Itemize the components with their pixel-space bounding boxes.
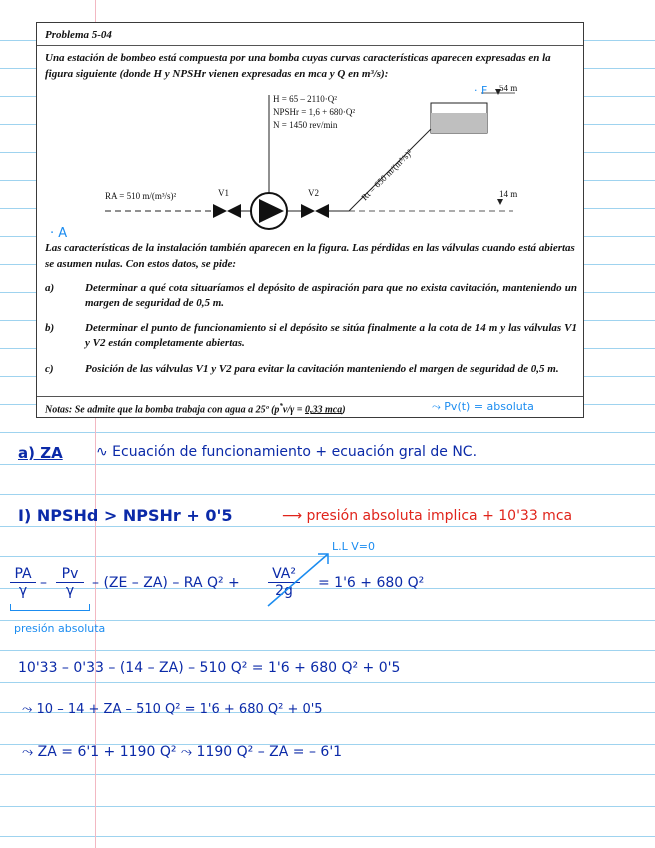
tank-water bbox=[431, 113, 487, 133]
ll-note: L.L V=0 bbox=[332, 540, 375, 553]
equation-line-4: ⤳ ZA = 6'1 + 1190 Q² ⤳ 1190 Q² – ZA = – 6'1 bbox=[22, 744, 343, 760]
bracket-absolute bbox=[10, 604, 90, 611]
pumping-diagram bbox=[37, 85, 583, 235]
valve-v2 bbox=[301, 204, 315, 218]
title-divider bbox=[37, 45, 583, 46]
velocity-numerator: VA² bbox=[272, 566, 296, 582]
notes-text: Se admite que la bomba trabaja con agua a 25º (p bbox=[74, 404, 280, 416]
pa-numerator: PA bbox=[14, 566, 32, 582]
problem-intro: Una estación de bombeo está compuesta por una bomba cuyas curvas características aparecen expresadas en la figura siguiente (donde H y NPSHr vienen expresadas en mca y Q en m³/s): bbox=[45, 52, 551, 80]
eq-npsh: NPSHr = 1,6 + 680·Q² bbox=[273, 107, 356, 117]
pv-numerator: Pv bbox=[61, 566, 79, 582]
mark-f: · F bbox=[474, 84, 488, 97]
valve-v1 bbox=[213, 204, 227, 218]
part-a-description: ∿ Ecuación de funcionamiento + ecuación gral de NC. bbox=[96, 444, 478, 460]
notes-value: 0,33 mca bbox=[304, 404, 343, 416]
minus-sign: – bbox=[40, 575, 47, 591]
item-c-text: Posición de las válvulas V1 y V2 para evitar la cavitación manteniendo el margen de seguridad de 0,5 m. bbox=[85, 363, 559, 375]
mark-a: · A bbox=[50, 226, 68, 241]
tank-level-label: 54 m bbox=[499, 85, 518, 93]
absolute-pressure-note: ⟶ presión absoluta implica + 10'33 mca bbox=[282, 508, 573, 524]
step-1-condition: I) NPSHd > NPSHr + 0'5 bbox=[18, 506, 233, 525]
eq-middle: – (ZE – ZA) – RA Q² + bbox=[92, 575, 240, 591]
item-a-letter: a) bbox=[45, 282, 55, 294]
eq-rhs: = 1'6 + 680 Q² bbox=[318, 575, 425, 591]
notes-label: Notas: bbox=[45, 404, 73, 416]
v2-label: V2 bbox=[308, 188, 319, 198]
absolute-pressure-label: presión absoluta bbox=[14, 622, 106, 635]
ra-label: RA = 510 m/(m³/s)² bbox=[105, 191, 177, 201]
eq-n: N = 1450 rev/min bbox=[273, 120, 338, 130]
equation-line-3: ⤳ 10 – 14 + ZA – 510 Q² = 1'6 + 680 Q² + 0'5 bbox=[22, 702, 323, 717]
v1-label: V1 bbox=[218, 188, 229, 198]
item-b-text: Determinar el punto de funcionamiento si el depósito se sitúa finalmente a la cota de 14 m y las válvulas V1 y V2 están completamente abiertas. bbox=[85, 322, 577, 349]
problem-title: Problema 5-04 bbox=[45, 29, 112, 41]
fraction-pa bbox=[10, 566, 36, 599]
pv-denominator: γ bbox=[56, 582, 84, 599]
velocity-denominator: 2g bbox=[268, 582, 300, 599]
part-a-heading: a) ZA bbox=[18, 444, 63, 462]
fraction-pv bbox=[56, 566, 84, 599]
item-b-letter: b) bbox=[45, 322, 55, 334]
level-14-label: 14 m bbox=[499, 189, 518, 199]
pa-denominator: γ bbox=[10, 582, 36, 599]
paragraph-conditions: Las características de la instalación también aparecen en la figura. Las pérdidas en las válvulas cuando está abiertas se asumen nulas. Con estos datos, se pide: bbox=[45, 242, 575, 270]
eq-h: H = 65 – 2110·Q² bbox=[273, 94, 337, 104]
notes: Notas: Se admite que la bomba trabaja con agua a 25º (p*v/γ = 0,33 mca) bbox=[45, 402, 346, 416]
notes-text2: v/γ = bbox=[282, 404, 305, 416]
pv-note: ⤳ Pv(t) = absoluta bbox=[432, 400, 534, 413]
problem-card bbox=[36, 22, 584, 418]
rt-label: Rt = 650 m/(m³/s)² bbox=[359, 147, 415, 203]
equation-line-2: 10'33 – 0'33 – (14 – ZA) – 510 Q² = 1'6 + 680 Q² + 0'5 bbox=[18, 660, 401, 676]
item-a-text: Determinar a qué cota situaríamos el depósito de aspiración para que no exista cavitación, manteniendo un margen de seguridad de 0,5 m. bbox=[85, 282, 577, 309]
item-c-letter: c) bbox=[45, 363, 54, 375]
notes-divider bbox=[37, 396, 583, 397]
